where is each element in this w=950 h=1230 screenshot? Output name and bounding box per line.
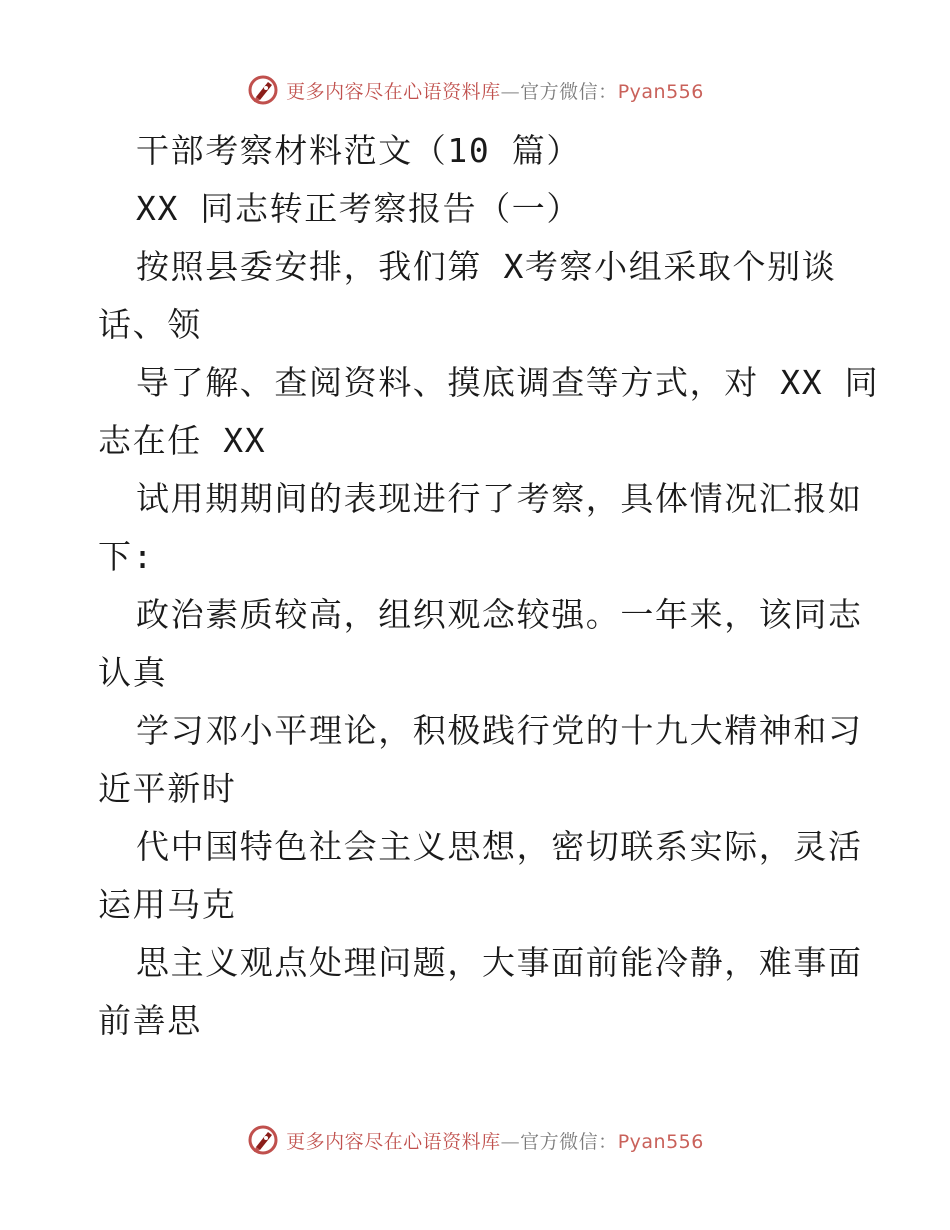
paragraph-line: 导了解、查阅资料、摸底调查等方式，对 XX 同 [136, 363, 880, 402]
header-banner [0, 70, 950, 110]
paragraph-line: 志在任 XX [98, 421, 267, 460]
paragraph-line: 近平新时 [98, 769, 237, 808]
banner-site-text: 更多内容尽在心语资料库 [286, 80, 501, 103]
paragraph-line: 试用期期间的表现进行了考察，具体情况汇报如 [136, 479, 863, 518]
paragraph-line: 下: [98, 537, 155, 576]
pen-logo-icon [246, 1123, 280, 1157]
document-title: 干部考察材料范文（10 篇） [136, 131, 582, 170]
banner-label: 官方微信： [520, 1130, 618, 1153]
banner-dash: — [500, 80, 521, 103]
document-body [98, 122, 880, 1050]
paragraph-line: 按照县委安排，我们第 X考察小组采取个别谈 [136, 247, 837, 286]
footer-banner [0, 1120, 950, 1160]
banner-wechat-id: Pyan556 [617, 80, 704, 103]
paragraph-line: 代中国特色社会主义思想，密切联系实际，灵活 [136, 827, 863, 866]
banner-dash: — [500, 1130, 521, 1153]
banner-label: 官方微信： [520, 80, 618, 103]
report-title: XX 同志转正考察报告（一） [136, 189, 582, 228]
paragraph-line: 思主义观点处理问题，大事面前能冷静，难事面 [136, 943, 863, 982]
paragraph-line: 学习邓小平理论，积极践行党的十九大精神和习 [136, 711, 863, 750]
paragraph-line: 政治素质较高，组织观念较强。一年来，该同志 [136, 595, 863, 634]
paragraph-line: 运用马克 [98, 885, 237, 924]
banner-site-text: 更多内容尽在心语资料库 [286, 1130, 501, 1153]
pen-logo-icon [246, 73, 280, 107]
paragraph-line: 前善思 [98, 1001, 202, 1040]
banner-wechat-id: Pyan556 [617, 1130, 704, 1153]
paragraph-line: 认真 [98, 653, 168, 692]
paragraph-line: 话、领 [98, 305, 202, 344]
